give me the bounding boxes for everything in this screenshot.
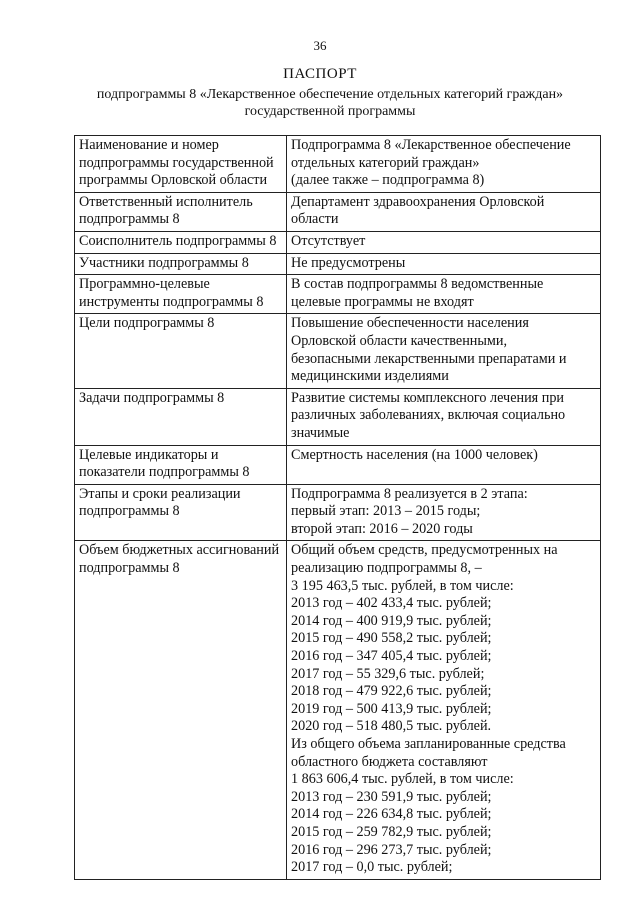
table-row — [75, 192, 601, 231]
row-label-cell — [75, 136, 287, 193]
row-value-line: 2015 год – 259 782,9 тыс. рублей; — [291, 823, 492, 840]
row-value-line: Не предусмотрены — [291, 254, 406, 271]
row-value-cell — [287, 445, 601, 484]
row-label-line: подпрограммы 8 — [79, 503, 180, 520]
row-value-line: целевые программы не входят — [291, 293, 474, 310]
row-value-line: 2015 год – 490 558,2 тыс. рублей; — [291, 630, 492, 647]
row-value-line: первый этап: 2013 – 2015 годы; — [291, 503, 481, 520]
row-value-line: медицинскими изделиями — [291, 368, 449, 385]
row-value-line: 2020 год – 518 480,5 тыс. рублей. — [291, 718, 492, 735]
document-title: ПАСПОРТ — [283, 66, 357, 82]
row-value-cell — [287, 192, 601, 231]
row-label-line: программы Орловской области — [79, 172, 268, 189]
row-value-cell — [287, 314, 601, 388]
row-label-cell — [75, 314, 287, 388]
row-value-line: реализацию подпрограммы 8, – — [291, 560, 482, 577]
row-value-line: отдельных категорий граждан» — [291, 154, 480, 171]
row-value-line: Из общего объема запланированные средства — [291, 736, 566, 752]
row-value-line: 1 863 606,4 тыс. рублей, в том числе: — [291, 771, 514, 788]
row-label-line: Наименование и номер — [79, 137, 219, 153]
table-row — [75, 445, 601, 484]
row-value-line: 3 195 463,5 тыс. рублей, в том числе: — [291, 577, 514, 594]
row-value-line: Подпрограмма 8 «Лекарственное обеспечение — [291, 137, 571, 153]
row-value-line: 2014 год – 400 919,9 тыс. рублей; — [291, 612, 492, 629]
row-label-cell — [75, 192, 287, 231]
row-value-line: Орловской области качественными, — [291, 332, 508, 349]
row-value-line: 2018 год – 479 922,6 тыс. рублей; — [291, 683, 492, 700]
table-row — [75, 136, 601, 193]
row-value-cell — [287, 231, 601, 253]
row-value-line: различных заболеваниях, включая социально — [291, 407, 566, 424]
row-value-line: 2016 год – 347 405,4 тыс. рублей; — [291, 648, 492, 665]
row-label-line: Участники подпрограммы 8 — [79, 254, 249, 271]
row-label-line: инструменты подпрограммы 8 — [79, 293, 264, 310]
row-value-line: Смертность населения (на 1000 человек) — [291, 446, 538, 463]
table-row — [75, 484, 601, 541]
row-value-line: второй этап: 2016 – 2020 годы — [291, 520, 473, 537]
row-value-line: Общий объем средств, предусмотренных на — [291, 542, 558, 559]
row-value-line: Повышение обеспеченности населения — [291, 315, 529, 332]
row-value-line: безопасными лекарственными препаратами и — [291, 350, 567, 367]
row-label-line: Этапы и сроки реализации — [79, 485, 241, 502]
passport-table-body — [75, 136, 601, 880]
table-row — [75, 388, 601, 445]
row-label-line: Цели подпрограммы 8 — [79, 315, 215, 332]
table-row — [75, 275, 601, 314]
row-label-line: подпрограммы 8 — [79, 560, 180, 577]
row-value-line: 2017 год – 55 329,6 тыс. рублей; — [291, 665, 485, 682]
row-value-line: 2014 год – 226 634,8 тыс. рублей; — [291, 806, 492, 823]
row-label-cell — [75, 388, 287, 445]
row-value-cell — [287, 136, 601, 193]
row-value-cell — [287, 253, 601, 275]
row-value-cell — [287, 275, 601, 314]
table-row — [75, 231, 601, 253]
page-number: 36 — [313, 38, 327, 53]
row-label-line: Объем бюджетных ассигнований — [79, 542, 280, 559]
row-value-line: значимые — [291, 424, 350, 441]
row-value-cell — [287, 541, 601, 879]
row-value-line: областного бюджета составляют — [291, 753, 488, 770]
row-label-line: Целевые индикаторы и — [79, 446, 219, 463]
row-value-line: Отсутствует — [291, 232, 366, 249]
subtitle-line: подпрограммы 8 «Лекарственное обеспечение отдельных категорий граждан» — [96, 87, 564, 102]
row-label-cell — [75, 275, 287, 314]
table-row — [75, 541, 601, 879]
row-value-line: 2017 год – 0,0 тыс. рублей; — [291, 859, 453, 876]
row-label-line: Соисполнитель подпрограммы 8 — [79, 232, 277, 249]
row-label-cell — [75, 541, 287, 879]
row-label-cell — [75, 445, 287, 484]
table-row — [75, 314, 601, 388]
row-value-line: области — [291, 211, 339, 228]
row-label-line: подпрограммы 8 — [79, 211, 180, 228]
row-value-line: 2019 год – 500 413,9 тыс. рублей; — [291, 700, 492, 717]
row-value-cell — [287, 484, 601, 541]
row-value-line: Подпрограмма 8 реализуется в 2 этапа: — [291, 485, 528, 502]
row-value-line: 2016 год – 296 273,7 тыс. рублей; — [291, 841, 492, 858]
row-value-line: Развитие системы комплексного лечения при — [291, 389, 565, 406]
document-subtitle — [60, 86, 600, 120]
row-value-line: 2013 год – 230 591,9 тыс. рублей; — [291, 788, 492, 805]
row-label-line: Ответственный исполнитель — [79, 193, 253, 210]
row-value-line: 2013 год – 402 433,4 тыс. рублей; — [291, 595, 492, 612]
row-label-line: показатели подпрограммы 8 — [79, 464, 250, 481]
row-label-line: подпрограммы государственной — [79, 154, 274, 171]
passport-table — [74, 135, 601, 880]
row-label-cell — [75, 253, 287, 275]
row-label-line: Программно-целевые — [79, 276, 210, 293]
row-label-cell — [75, 484, 287, 541]
row-value-line: (далее также – подпрограмма 8) — [291, 172, 485, 189]
row-value-line: В состав подпрограммы 8 ведомственные — [291, 276, 544, 293]
row-label-cell — [75, 231, 287, 253]
row-value-cell — [287, 388, 601, 445]
subtitle-line: государственной программы — [244, 104, 416, 119]
row-label-line: Задачи подпрограммы 8 — [79, 389, 225, 406]
row-value-line: Департамент здравоохранения Орловской — [291, 193, 545, 210]
table-row — [75, 253, 601, 275]
